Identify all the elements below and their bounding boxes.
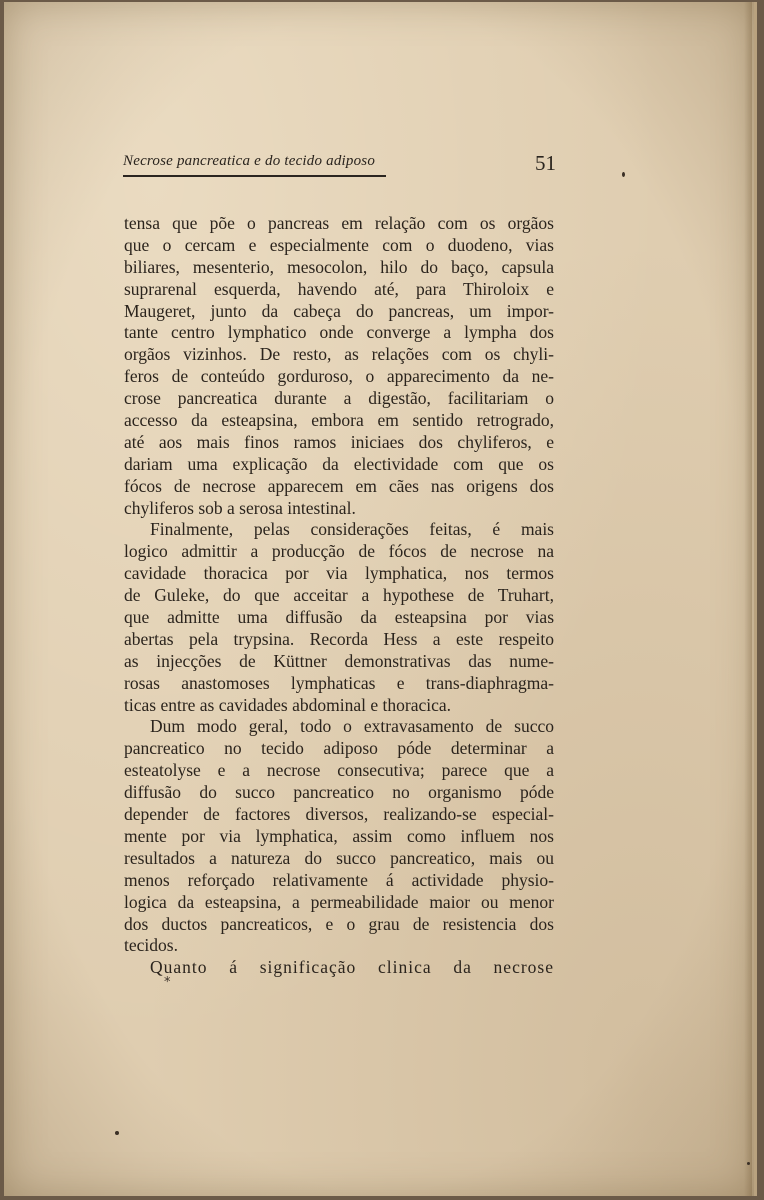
text-line: que admitte uma diffusão da esteapsina por vias (124, 607, 554, 628)
body-text (124, 213, 554, 979)
text-line: dos ductos pancreaticos, e o grau de resistencia dos (124, 913, 554, 934)
paragraph-start-line: Quanto á significação clinica da necrose (150, 957, 554, 978)
page-edge-shadow (744, 2, 752, 1196)
ink-speck (115, 1131, 119, 1135)
running-title: Necrose pancreatica e do tecido adiposo (123, 153, 376, 169)
ink-speck (622, 172, 625, 177)
text-line: resultados a natureza do succo pancreatico, mais ou (124, 847, 554, 868)
text-line: Maugeret, junto da cabeça do pancreas, um impor- (124, 300, 554, 321)
text-line: abertas pela trypsina. Recorda Hess a este respeito (124, 628, 554, 649)
paragraph-start-line: Finalmente, pelas considerações feitas, é mais (150, 519, 554, 540)
running-header (123, 152, 386, 177)
text-line: que o cercam e especialmente com o duodeno, vias (124, 234, 554, 255)
text-line: biliares, mesenterio, mesocolon, hilo do baço, capsula (124, 256, 554, 277)
page-number: 51 (535, 151, 556, 175)
text-line: tante centro lymphatico onde converge a lympha dos (124, 322, 554, 343)
printer-signature-mark: * (164, 975, 171, 990)
text-line: as injecções de Küttner demonstrativas das nume- (124, 650, 554, 671)
paragraph-end-line: chyliferos sob a serosa intestinal. (124, 497, 356, 518)
text-line: rosas anastomoses lymphaticas e trans-diaphragma- (124, 672, 554, 693)
text-line: esteatolyse e a necrose consecutiva; parece que a (124, 760, 554, 781)
text-line: tensa que põe o pancreas em relação com os orgãos (124, 213, 554, 233)
text-line: dariam uma explicação da electividade com que os (124, 453, 554, 474)
paragraph-end-line: ticas entre as cavidades abdominal e thoracica. (124, 694, 451, 715)
ink-speck (747, 1162, 750, 1165)
text-line: de Guleke, do que acceitar a hypothese de Truhart, (124, 585, 554, 606)
text-line: suprarenal esquerda, havendo até, para Thiroloix e (124, 278, 554, 299)
paragraph-start-line: Dum modo geral, todo o extravasamento de succo (150, 716, 554, 737)
text-line: menos reforçado relativamente á actividade physio- (124, 869, 554, 890)
text-line: cavidade thoracica por via lymphatica, nos termos (124, 563, 554, 584)
book-page (4, 2, 757, 1196)
text-line: feros de conteúdo gorduroso, o apparecimento da ne- (124, 366, 554, 387)
text-line: logica da esteapsina, a permeabilidade maior ou menor (124, 891, 554, 912)
text-line: orgãos vizinhos. De resto, as relações com os chyli- (124, 344, 554, 365)
text-line: crose pancreatica durante a digestão, facilitariam o (124, 388, 554, 409)
text-line: logico admittir a producção de fócos de necrose na (124, 541, 554, 562)
text-line: até aos mais finos ramos iniciaes dos chyliferos, e (124, 431, 554, 452)
text-line: depender de factores diversos, realizando-se especial- (124, 804, 554, 825)
text-line: fócos de necrose apparecem em cães nas origens dos (124, 475, 554, 496)
text-line: accesso da esteapsina, embora em sentido retrogrado, (124, 410, 554, 431)
paragraph-end-line: tecidos. (124, 935, 178, 956)
text-line: diffusão do succo pancreatico no organismo póde (124, 782, 554, 803)
text-line: mente por via lymphatica, assim como influem nos (124, 825, 554, 846)
text-line: pancreatico no tecido adiposo póde determinar a (124, 738, 554, 759)
